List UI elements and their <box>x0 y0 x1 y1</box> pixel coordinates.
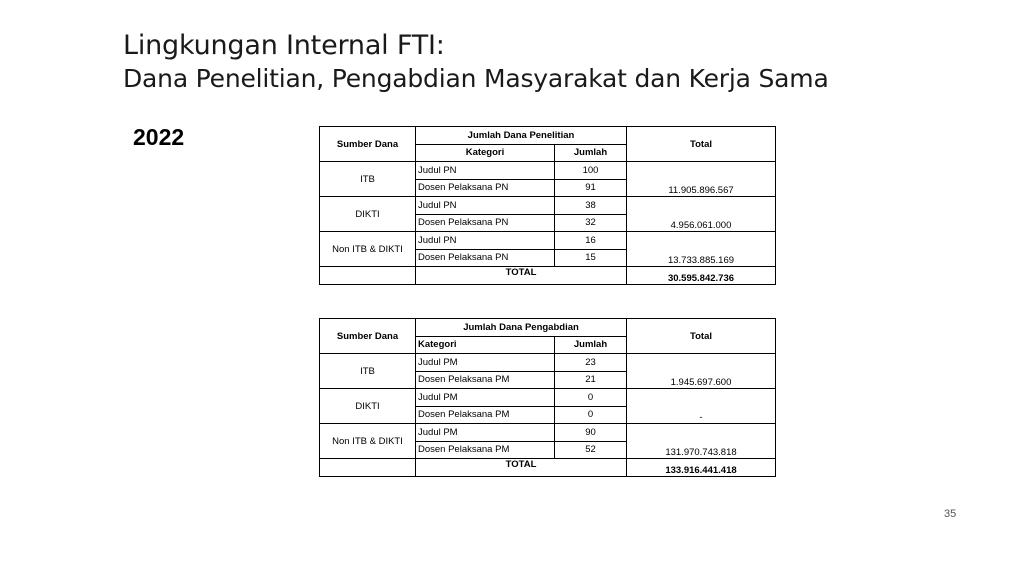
jumlah-cell: 23 <box>555 354 627 372</box>
penelitian-table <box>319 126 776 285</box>
header-jumlah: Jumlah <box>555 144 627 162</box>
total-cell: 13.733.885.169 <box>627 232 776 267</box>
sumber-dana-cell: Non ITB & DIKTI <box>320 232 416 267</box>
sumber-dana-cell: Non ITB & DIKTI <box>320 424 416 459</box>
header-total: Total <box>627 127 776 162</box>
jumlah-cell: 16 <box>555 232 627 250</box>
kategori-cell: Dosen Pelaksana PN <box>416 249 555 267</box>
kategori-cell: Judul PM <box>416 354 555 372</box>
total-cell: 4.956.061.000 <box>627 197 776 232</box>
kategori-cell: Dosen Pelaksana PN <box>416 179 555 197</box>
title-line-1: Lingkungan Internal FTI: <box>123 30 445 61</box>
sumber-dana-cell: ITB <box>320 162 416 197</box>
header-sumber-dana: Sumber Dana <box>320 319 416 354</box>
header-kategori: Kategori <box>416 144 555 162</box>
kategori-cell: Dosen Pelaksana PM <box>416 371 555 389</box>
jumlah-cell: 38 <box>555 197 627 215</box>
table-row <box>320 354 776 372</box>
kategori-cell: Judul PM <box>416 389 555 407</box>
slide-title <box>123 30 829 94</box>
header-jumlah: Jumlah <box>555 336 627 354</box>
total-cell: 131.970.743.818 <box>627 424 776 459</box>
kategori-cell: Judul PN <box>416 162 555 180</box>
total-cell: - <box>627 389 776 424</box>
table-row <box>320 232 776 250</box>
grand-total: 133.916.441.418 <box>627 459 776 477</box>
grand-total: 30.595.842.736 <box>627 267 776 285</box>
jumlah-cell: 90 <box>555 424 627 442</box>
header-sumber-dana: Sumber Dana <box>320 127 416 162</box>
header-total: Total <box>627 319 776 354</box>
total-label: TOTAL <box>416 267 627 285</box>
kategori-cell: Dosen Pelaksana PM <box>416 406 555 424</box>
slide-number: 35 <box>944 508 957 520</box>
jumlah-cell: 0 <box>555 406 627 424</box>
empty-cell <box>320 459 416 477</box>
sumber-dana-cell: DIKTI <box>320 197 416 232</box>
total-label: TOTAL <box>416 459 627 477</box>
jumlah-cell: 91 <box>555 179 627 197</box>
kategori-cell: Judul PN <box>416 232 555 250</box>
jumlah-cell: 21 <box>555 371 627 389</box>
header-jumlah-dana: Jumlah Dana Penelitian <box>416 127 627 145</box>
year-label: 2022 <box>133 124 185 150</box>
kategori-cell: Judul PN <box>416 197 555 215</box>
kategori-cell: Dosen Pelaksana PM <box>416 441 555 459</box>
kategori-cell: Dosen Pelaksana PN <box>416 214 555 232</box>
jumlah-cell: 0 <box>555 389 627 407</box>
jumlah-cell: 52 <box>555 441 627 459</box>
title-line-2: Dana Penelitian, Pengabdian Masyarakat dan Kerja Sama <box>123 64 829 94</box>
table-row <box>320 162 776 180</box>
table-row <box>320 424 776 442</box>
pengabdian-table <box>319 318 776 477</box>
sumber-dana-cell: DIKTI <box>320 389 416 424</box>
jumlah-cell: 32 <box>555 214 627 232</box>
kategori-cell: Judul PM <box>416 424 555 442</box>
table-row <box>320 389 776 407</box>
table-row <box>320 197 776 215</box>
empty-cell <box>320 267 416 285</box>
total-row <box>320 267 776 285</box>
header-kategori: Kategori <box>416 336 555 354</box>
sumber-dana-cell: ITB <box>320 354 416 389</box>
total-cell: 1.945.697.600 <box>627 354 776 389</box>
total-cell: 11.905.896.567 <box>627 162 776 197</box>
header-jumlah-dana: Jumlah Dana Pengabdian <box>416 319 627 337</box>
jumlah-cell: 100 <box>555 162 627 180</box>
total-row <box>320 459 776 477</box>
jumlah-cell: 15 <box>555 249 627 267</box>
